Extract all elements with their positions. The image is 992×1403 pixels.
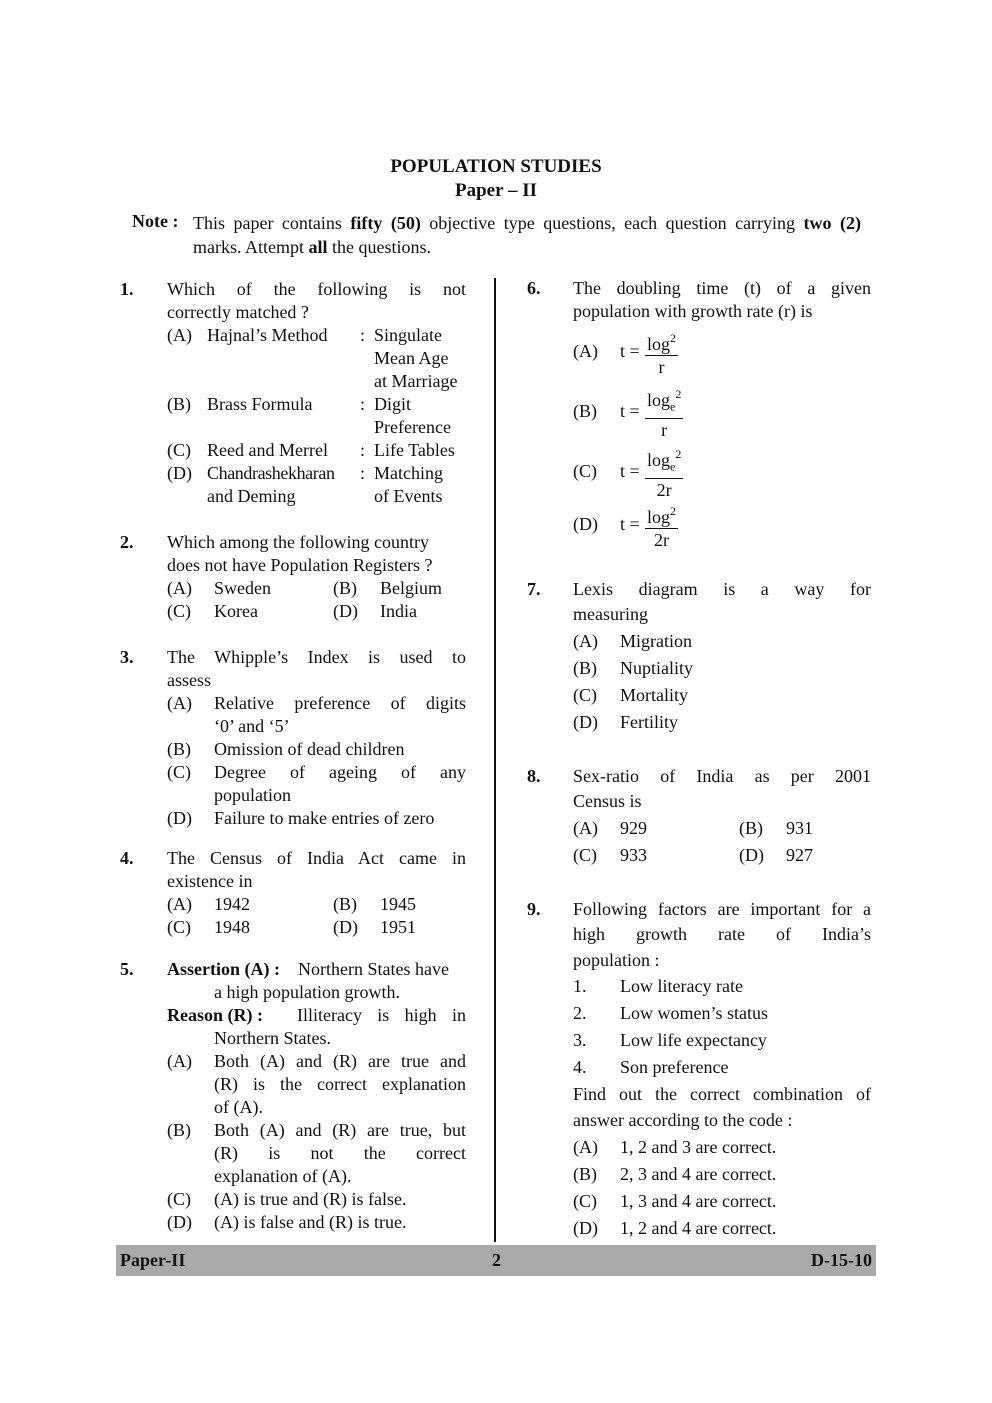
option-label: (A) (573, 631, 598, 651)
option-text: 1948 (214, 917, 250, 937)
option-text: 2, 3 and 4 are correct. (620, 1164, 777, 1184)
option-label: (B) (573, 658, 597, 678)
question-number: 7. (527, 579, 541, 599)
equation-lhs: t = (620, 461, 640, 481)
factor-text: Low life expectancy (620, 1030, 767, 1050)
question-number: 1. (120, 279, 134, 299)
question-stem: correctly matched ? (167, 302, 309, 322)
factor-number: 4. (573, 1057, 587, 1077)
match-left: Brass Formula (207, 394, 313, 414)
option-label: (D) (167, 1212, 192, 1232)
option-label: (C) (167, 917, 191, 937)
option-text: Sweden (214, 578, 271, 598)
option-label: (B) (573, 1164, 597, 1184)
option-text: India (380, 601, 417, 621)
fraction-denominator: 2r (654, 530, 669, 550)
option-label: (B) (333, 578, 357, 598)
option-text: Degree of ageing of any (214, 762, 466, 782)
option-label: (D) (739, 845, 764, 865)
question-stem: Following factors are important for a (573, 899, 871, 919)
match-colon: : (360, 440, 366, 460)
fraction-numerator: $\log_e^2$ (645, 383, 683, 419)
option-label: (A) (167, 894, 192, 914)
option-label: (D) (333, 601, 358, 621)
match-right: Digit (374, 394, 412, 414)
option-text: 927 (786, 845, 813, 865)
factor-number: 1. (573, 976, 587, 996)
fraction (645, 443, 683, 501)
fraction-denominator: r (658, 357, 665, 377)
option-text: 933 (620, 845, 647, 865)
match-left: Reed and Merrel (207, 440, 328, 460)
fraction-denominator: 2r (656, 479, 672, 500)
option-label: (D) (573, 514, 598, 534)
note-label: Note : (132, 211, 179, 231)
match-left: Hajnal’s Method (207, 325, 328, 345)
match-colon: : (360, 463, 366, 483)
match-right: of Events (374, 486, 443, 506)
option-text: Nuptiality (620, 658, 693, 678)
option-label: (D) (573, 712, 598, 732)
option-text: 1945 (380, 894, 416, 914)
question-number: 6. (527, 278, 541, 298)
assertion-label: Assertion (A) : (167, 959, 280, 979)
reason-label: Reason (R) : (167, 1005, 263, 1025)
option-text: Both (A) and (R) are true, but (214, 1120, 466, 1140)
question-stem: assess (167, 670, 211, 690)
factor-number: 2. (573, 1003, 587, 1023)
option-label: (C) (573, 685, 597, 705)
instruction-text: answer according to the code : (573, 1110, 793, 1130)
option-label: (C) (167, 601, 191, 621)
instruction-text: Find out the correct combination of (573, 1084, 871, 1104)
option-text: Migration (620, 631, 692, 651)
question-stem: Census is (573, 791, 642, 811)
question-number: 9. (527, 899, 541, 919)
option-text: Fertility (620, 712, 678, 732)
match-colon: : (360, 394, 366, 414)
match-right: Matching (374, 463, 443, 483)
option-label: (A) (573, 1137, 598, 1157)
option-label: (A) (167, 578, 192, 598)
equation-lhs: t = (620, 514, 640, 534)
option-label: (C) (573, 461, 597, 481)
page-subtitle: Paper – II (455, 180, 537, 201)
option-label: (B) (167, 394, 191, 414)
page-title: POPULATION STUDIES (390, 156, 602, 177)
match-right: Life Tables (374, 440, 455, 460)
match-right: Mean Age (374, 348, 449, 368)
note-text: This paper contains fifty (50) objective type questions, each question carrying two (2) marks. Attempt all the questions. (193, 213, 861, 257)
question-number: 3. (120, 647, 134, 667)
option-text: 1951 (380, 917, 416, 937)
factor-text: Son preference (620, 1057, 729, 1077)
option-label: (C) (573, 845, 597, 865)
option-text: explanation of (A). (214, 1166, 352, 1186)
equation-lhs: t = (620, 401, 640, 421)
fraction-numerator: $\log_e^2$ (645, 443, 683, 479)
option-text: of (A). (214, 1097, 263, 1117)
option-label: (B) (167, 739, 191, 759)
option-label: (A) (167, 693, 192, 713)
footer-code: D-15-10 (811, 1250, 872, 1270)
option-label: (A) (573, 341, 598, 361)
match-colon: : (360, 325, 366, 345)
option-label: (C) (167, 440, 191, 460)
option-text: Failure to make entries of zero (214, 808, 435, 828)
option-label: (D) (167, 463, 192, 483)
match-left: and Deming (207, 486, 296, 506)
equation-lhs: t = (620, 341, 640, 361)
option-text: 931 (786, 818, 813, 838)
option-text: 929 (620, 818, 647, 838)
question-stem: The Census of India Act came in (167, 848, 466, 868)
option-label: (C) (167, 762, 191, 782)
question-stem: The doubling time (t) of a given (573, 278, 871, 298)
question-stem: population with growth rate (r) is (573, 301, 813, 321)
factor-text: Low women’s status (620, 1003, 768, 1023)
option-text: 1942 (214, 894, 250, 914)
option-label: (C) (167, 1189, 191, 1209)
option-text: Omission of dead children (214, 739, 405, 759)
question-stem: The Whipple’s Index is used to (167, 647, 466, 667)
question-stem: existence in (167, 871, 253, 891)
option-label: (C) (573, 1191, 597, 1211)
reason-text: Illiteracy is high in (297, 1005, 466, 1025)
question-stem: Which among the following country (167, 532, 429, 552)
option-text: (A) is true and (R) is false. (214, 1189, 407, 1209)
question-number: 4. (120, 848, 134, 868)
option-label: (A) (573, 818, 598, 838)
fraction-denominator: r (661, 419, 668, 440)
option-label: (B) (167, 1120, 191, 1140)
question-number: 2. (120, 532, 134, 552)
question-number: 8. (527, 766, 541, 786)
factor-number: 3. (573, 1030, 587, 1050)
page-footer (116, 1245, 876, 1276)
fraction-numerator: $\log^2$ (645, 327, 678, 356)
match-right: Singulate (374, 325, 442, 345)
option-label: (A) (167, 325, 192, 345)
question-stem: Lexis diagram is a way for (573, 579, 871, 599)
assertion-text: Northern States have (298, 959, 449, 979)
question-stem: Sex-ratio of India as per 2001 (573, 766, 871, 786)
option-label: (D) (573, 1218, 598, 1238)
option-text: Korea (214, 601, 258, 621)
option-text: Relative preference of digits (214, 693, 466, 713)
question-stem: measuring (573, 604, 648, 624)
option-text: population (214, 785, 291, 805)
option-text: ‘0’ and ‘5’ (214, 716, 290, 736)
page-number: 2 (492, 1250, 501, 1270)
fraction-numerator: $\log^2$ (645, 500, 678, 529)
question-stem: population : (573, 950, 660, 970)
option-label: (D) (167, 808, 192, 828)
option-label: (A) (167, 1051, 192, 1071)
option-text: 1, 2 and 3 are correct. (620, 1137, 777, 1157)
match-left: Chandrashekharan (207, 463, 335, 483)
option-text: (R) is the correct explanation (214, 1074, 466, 1094)
question-stem: Which of the following is not (167, 279, 466, 299)
option-label: (D) (333, 917, 358, 937)
option-text: (R) is not the correct (214, 1143, 466, 1163)
option-text: Both (A) and (R) are true and (214, 1051, 466, 1071)
fraction (645, 383, 683, 441)
option-text: 1, 2 and 4 are correct. (620, 1218, 777, 1238)
option-label: (B) (739, 818, 763, 838)
factor-text: Low literacy rate (620, 976, 743, 996)
match-right: Preference (374, 417, 451, 437)
column-divider (494, 278, 496, 1242)
question-stem: does not have Population Registers ? (167, 555, 433, 575)
option-text: Belgium (380, 578, 442, 598)
reason-text: Northern States. (214, 1028, 331, 1048)
fraction (645, 327, 678, 378)
match-right: at Marriage (374, 371, 458, 391)
option-label: (B) (333, 894, 357, 914)
question-stem: high growth rate of India’s (573, 924, 871, 944)
option-text: 1, 3 and 4 are correct. (620, 1191, 777, 1211)
footer-paper-label: Paper-II (120, 1250, 186, 1270)
fraction (645, 500, 678, 551)
assertion-text: a high population growth. (214, 982, 400, 1002)
question-number: 5. (120, 959, 134, 979)
option-text: (A) is false and (R) is true. (214, 1212, 407, 1232)
option-text: Mortality (620, 685, 688, 705)
option-label: (B) (573, 401, 597, 421)
